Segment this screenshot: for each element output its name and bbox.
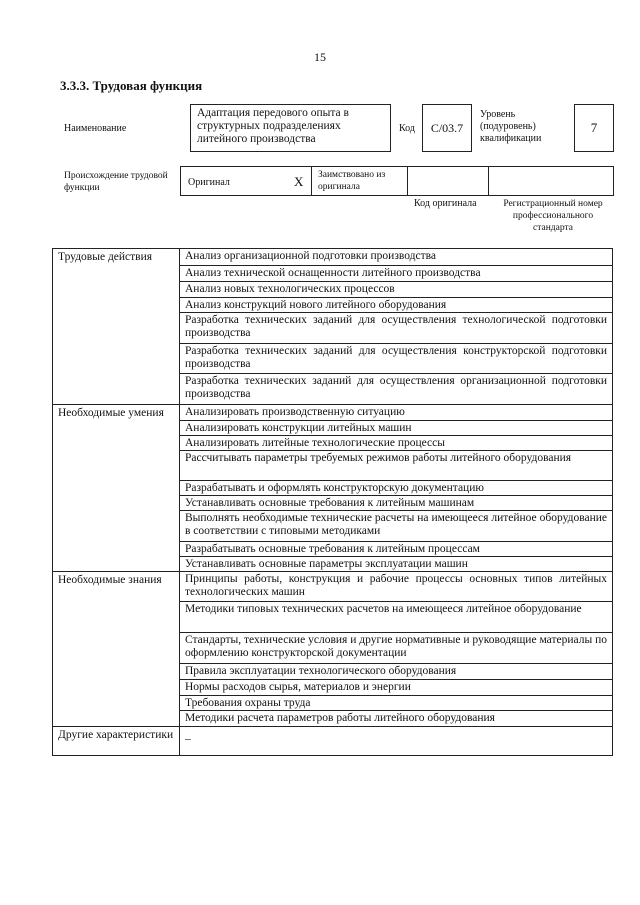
table-row: Требования охраны труда	[180, 695, 612, 710]
table-row: Анализ организационной подготовки производства	[185, 250, 437, 262]
section-title: 3.3.3. Трудовая функция	[60, 78, 203, 93]
name-label: Наименование	[64, 123, 127, 134]
level-box	[574, 104, 614, 152]
table-row: –	[180, 726, 612, 755]
table-row: Анализ новых технологических процессов	[180, 281, 612, 297]
page-number: 15	[314, 50, 326, 64]
table-row: Разработка технических заданий для осуществления конструкторской подготовки производства	[180, 343, 612, 373]
table-row: Правила эксплуатации технологического оборудования	[180, 663, 612, 679]
section-label-actions: Трудовые действия	[53, 249, 180, 404]
table-row: Анализ конструкций нового литейного оборудования	[180, 297, 612, 312]
table-row: Разработка технических заданий для осуществления организационной подготовки производства	[180, 373, 612, 404]
table-row: Методики расчета параметров работы литейного оборудования	[180, 710, 612, 726]
function-name-box	[190, 104, 391, 152]
borrowed-label: Заимствовано из оригинала	[318, 170, 386, 192]
table-row: Стандарты, технические условия и другие нормативные и руководящие материалы по оформлению конструкторской документации	[180, 632, 612, 663]
table-row: Устанавливать основные требования к литейным машинам	[180, 495, 612, 510]
section-label-other: Другие характеристики	[53, 726, 180, 755]
table-row: Разрабатывать основные требования к литейным процессам	[180, 541, 612, 556]
original-mark: X	[294, 174, 304, 189]
table-row: Принципы работы, конструкция и рабочие процессы основных типов литейных технологических машин	[180, 571, 612, 601]
table-row: Анализ технической оснащенности литейного производства	[180, 265, 612, 281]
table-row: Рассчитывать параметры требуемых режимов работы литейного оборудования	[180, 450, 612, 480]
level-value: 7	[590, 120, 598, 135]
code-box	[422, 104, 472, 152]
table-row: Анализировать производственную ситуацию	[180, 404, 612, 420]
origin-label: Происхождение трудовой функции	[64, 171, 168, 193]
original-label: Оригинал	[188, 177, 230, 188]
code-original-caption: Код оригинала	[414, 198, 477, 209]
table-row: Выполнять необходимые технические расчеты на имеющееся литейное оборудование в соответствии с типовыми методиками	[180, 510, 612, 541]
function-table	[52, 248, 613, 756]
table-row: Разработка технических заданий для осуществления технологической подготовки производства	[180, 312, 612, 343]
table-row: Анализировать конструкции литейных машин	[180, 420, 612, 435]
section-label-knowledge: Необходимые знания	[53, 571, 180, 726]
code-value: С/03.7	[430, 121, 464, 135]
table-row: Методики типовых технических расчетов на имеющееся литейное оборудование	[180, 601, 612, 632]
table-row: Устанавливать основные параметры эксплуатации машин	[180, 556, 612, 571]
section-label-skills: Необходимые умения	[53, 404, 180, 571]
level-label: Уровень (подуровень) квалификации	[480, 109, 542, 144]
table-row: Анализировать литейные технологические процессы	[180, 435, 612, 450]
reg-number-caption: Регистрационный номер профессионального стандарта	[503, 199, 603, 233]
table-row: Нормы расходов сырья, материалов и энергии	[180, 679, 612, 695]
function-name-value: Адаптация передового опыта в структурных подразделениях литейного производства	[197, 107, 349, 145]
table-row: Разрабатывать и оформлять конструкторскую документацию	[180, 480, 612, 495]
code-label: Код	[399, 123, 415, 134]
